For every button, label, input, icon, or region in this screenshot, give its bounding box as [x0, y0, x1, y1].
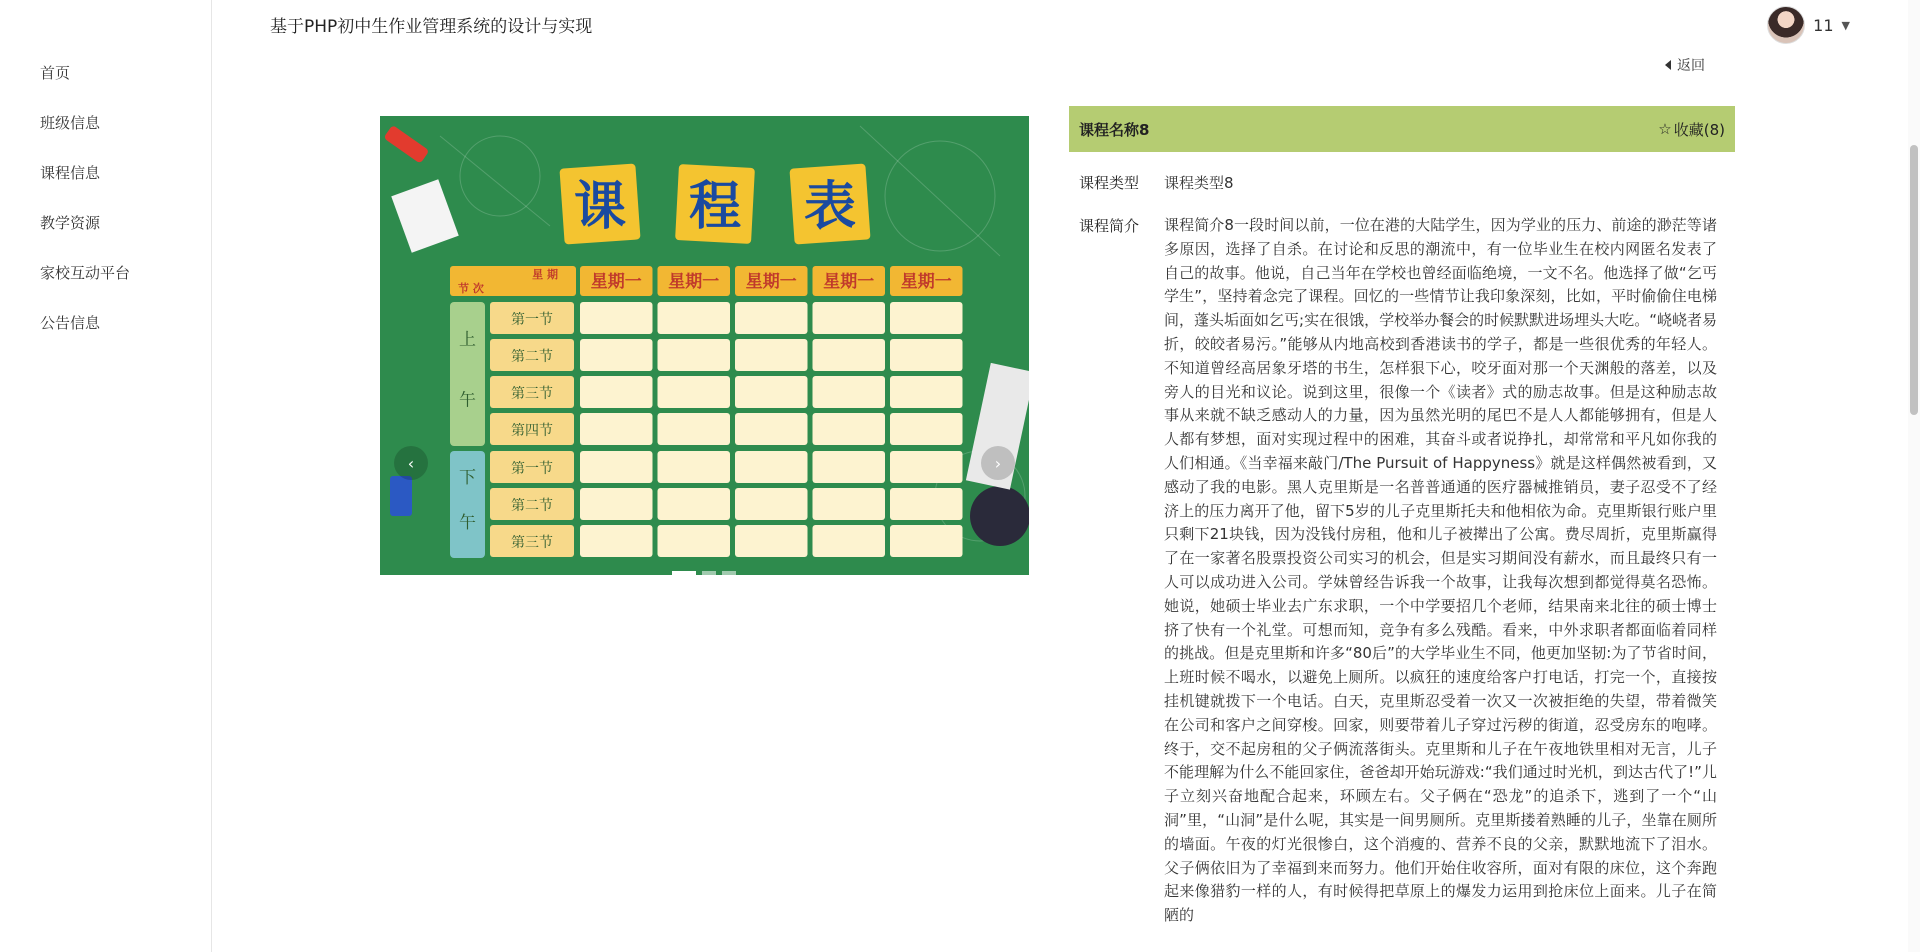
schedule-empty-cell	[890, 525, 963, 557]
star-outline-icon: ☆	[1658, 120, 1672, 138]
schedule-empty-cell	[658, 413, 731, 445]
schedule-afternoon-block	[450, 451, 485, 558]
course-type-label: 课程类型	[1079, 174, 1140, 192]
schedule-corner-bottom: 节 次	[458, 282, 484, 295]
schedule-empty-cell	[658, 488, 731, 520]
schedule-block-label: 下	[459, 468, 476, 489]
schedule-morning-block	[450, 302, 485, 446]
schedule-empty-cell	[658, 451, 731, 483]
sidebar-item-course-info[interactable]: 课程信息	[40, 164, 101, 182]
sidebar	[0, 0, 212, 952]
carousel-indicators	[672, 571, 736, 575]
course-intro-row	[1069, 214, 1735, 928]
schedule-period-label: 第一节	[511, 461, 553, 477]
caret-down-icon[interactable]: ▼	[1841, 18, 1850, 32]
topbar	[213, 0, 1920, 50]
schedule-title-char: 课	[573, 177, 627, 237]
schedule-empty-cell	[735, 451, 808, 483]
sidebar-item-class-info[interactable]: 班级信息	[40, 114, 101, 132]
schedule-empty-cell	[890, 376, 963, 408]
schedule-weekday-label: 星期一	[900, 272, 952, 292]
schedule-title-card	[559, 163, 640, 244]
schedule-empty-cell	[658, 525, 731, 557]
schedule-empty-cell	[890, 451, 963, 483]
schedule-empty-cell	[813, 302, 886, 334]
schedule-empty-cell	[735, 488, 808, 520]
back-button[interactable]	[1665, 55, 1705, 75]
course-name: 课程名称8	[1079, 120, 1150, 139]
schedule-weekday-label: 星期一	[823, 272, 875, 292]
course-detail-body	[1069, 152, 1735, 952]
schedule-empty-cell	[580, 413, 653, 445]
schedule-empty-cell	[580, 488, 653, 520]
schedule-period-label: 第一节	[511, 312, 553, 328]
schedule-empty-cell	[890, 488, 963, 520]
schedule-weekday-label: 星期一	[590, 272, 642, 292]
course-type-row	[1069, 169, 1735, 197]
schedule-empty-cell	[580, 339, 653, 371]
schedule-block-label: 午	[459, 513, 476, 534]
favorite-button[interactable]	[1658, 119, 1725, 140]
schedule-weekday-label: 星期一	[668, 272, 720, 292]
schedule-empty-cell	[813, 488, 886, 520]
schedule-empty-cell	[813, 339, 886, 371]
page-scrollbar-thumb[interactable]	[1910, 145, 1918, 415]
schedule-title-card	[789, 163, 870, 244]
schedule-title-char: 程	[688, 177, 742, 237]
schedule-period-label: 第四节	[511, 423, 553, 439]
schedule-title-card	[675, 164, 755, 244]
course-detail-panel	[1069, 106, 1735, 952]
sidebar-item-teaching-resources[interactable]: 教学资源	[40, 214, 101, 232]
schedule-empty-cell	[890, 339, 963, 371]
schedule-weekday-label: 星期一	[745, 272, 797, 292]
carousel-indicator[interactable]	[672, 571, 696, 575]
schedule-empty-cell	[890, 302, 963, 334]
carousel-indicator[interactable]	[702, 571, 716, 575]
schedule-empty-cell	[735, 525, 808, 557]
schedule-empty-cell	[813, 451, 886, 483]
avatar[interactable]	[1767, 6, 1805, 44]
schedule-period-label: 第二节	[511, 498, 553, 514]
schedule-period-label: 第三节	[511, 535, 553, 551]
schedule-empty-cell	[580, 302, 653, 334]
schedule-title-char: 表	[803, 177, 857, 237]
carousel-prev-button[interactable]: ‹	[394, 446, 428, 480]
schedule-empty-cell	[580, 451, 653, 483]
schedule-empty-cell	[735, 413, 808, 445]
user-name[interactable]: 11	[1813, 15, 1834, 35]
sidebar-menu	[0, 0, 211, 358]
user-menu[interactable]	[1767, 6, 1850, 44]
schedule-empty-cell	[735, 302, 808, 334]
app-title: 基于PHP初中生作业管理系统的设计与实现	[270, 17, 593, 37]
schedule-empty-cell	[813, 376, 886, 408]
schedule-empty-cell	[658, 339, 731, 371]
course-intro-text: 课程简介8一段时间以前，一位在港的大陆学生，因为学业的压力、前途的渺茫等诸多原因，选择了自杀。在讨论和反思的潮流中，有一位毕业生在校内网匿名发表了自己的故事。他说，自己当年在学校也曾经面临绝境，一文不名。他选择了做“乞丐学生”，坚持着念完了课程。回忆的一些情节让我印象深刻，比如，平时偷偷住电梯间，蓬头垢面如乞丐;实在很饿，学校举办餐会的时候默默进场埋头大吃。“峣峣者易折，皎皎者易污。”能够从内地高校到香港读书的学子，都是一些很优秀的年轻人。不知道曾经高居象牙塔的书生，怎样狠下心，咬牙面对那一个天渊般的落差，以及旁人的目光和议论。说到这里，很像一个《读者》式的励志故事。但是这种励志故事从来就不缺乏感动人的力量，因为虽然光明的尾巴不是人人都能够拥有，但是人人都有梦想，面对实现过程中的困难，其奋斗或者说挣扎，却常常和平凡如你我的人们相通。《当幸福来敲门/The Pursuit of Happyness》就是这样偶然被看到，又感动了我的电影。黑人克里斯是一名普普通通的医疗器械推销员，妻子忍受不了经济上的压力离开了他，留下5岁的儿子克里斯托夫和他相依为命。克里斯银行账户里只剩下21块钱，因为没钱付房租，他和儿子被撵出了公寓。费尽周折，克里斯赢得了在一家著名股票投资公司实习的机会，但是实习期间没有薪水，而且最终只有一人可以成功进入公司。学妹曾经告诉我一个故事，让我每次想到都觉得莫名恐怖。她说，她硕士毕业去广东求职，一个中学要招几个老师，结果南来北往的硕士博士挤了快有一个礼堂。可想而知，竞争有多么残酷。看来，中外求职者都面临着同样的挑战。但是克里斯和许多“80后”的大学毕业生不同，他更加坚韧:为了节省时间，上班时候不喝水，以避免上厕所。以疯狂的速度给客户打电话，打完一个，直接按挂机键就拨下一个电话。白天，克里斯忍受着一次又一次被拒绝的失望，带着微笑在公司和客户之间穿梭。回家，则要带着儿子穿过污秽的街道，忍受房东的咆哮。终于，交不起房租的父子俩流落街头。克里斯和儿子在午夜地铁里相对无言，儿子不能理解为什么不能回家住，爸爸却开始玩游戏:“我们通过时光机，到达古代了!”儿子立刻兴奋地配合起来，环顾左右。父子俩在“恐龙”的追杀下，逃到了一个“山洞”里，“山洞”是什么呢，其实是一间男厕所。克里斯搂着熟睡的儿子，坐靠在厕所的墙面。午夜的灯光很惨白，这个消瘦的、营养不良的父亲，默默地流下了泪水。父子俩依旧为了幸福到来而努力。他们开始住收容所，面对有限的床位，这个奔跑起来像猎豹一样的人，有时候得把草原上的爆发力运用到抢床位上面来。儿子在简陋的	[1164, 216, 1717, 925]
schedule-corner-top: 星 期	[532, 268, 558, 281]
sidebar-item-announcements[interactable]: 公告信息	[40, 314, 101, 332]
back-label: 返回	[1677, 58, 1705, 74]
image-carousel[interactable]	[380, 116, 1029, 575]
schedule-period-label: 第二节	[511, 349, 553, 365]
schedule-empty-cell	[580, 376, 653, 408]
schedule-period-label: 第三节	[511, 386, 553, 402]
schedule-empty-cell	[580, 525, 653, 557]
favorite-label: 收藏(8)	[1673, 120, 1725, 139]
schedule-empty-cell	[658, 302, 731, 334]
course-schedule-image	[380, 116, 1029, 575]
schedule-empty-cell	[890, 413, 963, 445]
course-detail-header	[1069, 106, 1735, 152]
schedule-empty-cell	[735, 339, 808, 371]
back-arrow-icon	[1665, 60, 1671, 70]
course-intro-label: 课程简介	[1079, 217, 1140, 235]
schedule-empty-cell	[658, 376, 731, 408]
schedule-empty-cell	[813, 413, 886, 445]
sidebar-item-home-school-platform[interactable]: 家校互动平台	[40, 264, 131, 282]
schedule-empty-cell	[813, 525, 886, 557]
sidebar-item-home[interactable]: 首页	[40, 64, 71, 82]
carousel-next-button[interactable]: ›	[981, 446, 1015, 480]
page-scrollbar[interactable]	[1908, 0, 1920, 952]
schedule-block-label: 上	[459, 330, 476, 351]
schedule-block-label: 午	[459, 390, 476, 411]
carousel-indicator[interactable]	[722, 571, 736, 575]
schedule-empty-cell	[735, 376, 808, 408]
course-type-value: 课程类型8	[1164, 174, 1234, 192]
